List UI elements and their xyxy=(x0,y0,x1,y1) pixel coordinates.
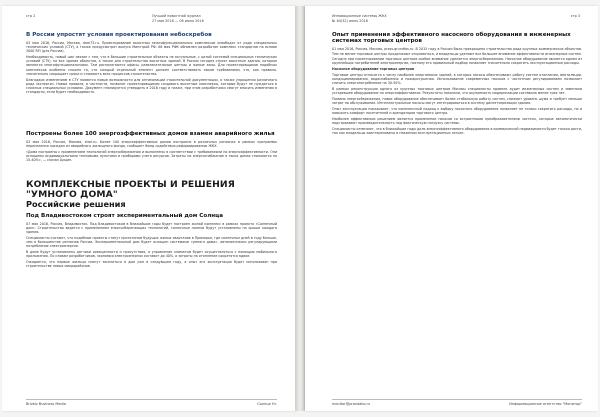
article-title: Опыт применения эффективного насосного оборудования в инженерных системах торговых центров xyxy=(332,32,571,45)
right-article-1 xyxy=(332,32,582,137)
right-header-issue: № 64(32) июнь 2016 xyxy=(332,18,368,23)
paragraph: Благодаря изменениям в СТУ появятся новые возможности для оптимизации строительной документации, а также упрощения различного рода экспертиз. Новые правила, в частности, позволят проектировщикам создавать высотные комплексы, которые будут не нуждаться в сложных специальных условиях. Документ планируется утвердить в 2016 году и позже, при этом разработчики смогут вносить изменения в стандарты, если будет необходимость. xyxy=(26,77,277,94)
footer-divider xyxy=(332,399,582,400)
left-footer-right: Солнце Уз. xyxy=(257,402,277,406)
paragraph: Ожидается, что первые жильцы смогут заселиться в дом уже в следующем году, а опыт его эксплуатации будет использован при строительстве новых микрорайонов. xyxy=(26,260,277,269)
subheading: Насосное оборудование торговых центров xyxy=(332,67,415,72)
left-page-number: стр 2 xyxy=(26,14,36,18)
right-footer-agency: Информационное агентство "Монитор" xyxy=(509,402,582,406)
paragraph: Опыт эксплуатации показывает, что комплексный подход к выбору насосного оборудования позволяет не только сократить расходы, но и повысить комфорт посетителей и арендаторов торгового центра. xyxy=(332,107,582,116)
paragraph: Необходимость, новый шаг связан с тем, что в большие строительные объекты не актуальные, с целой системой специальных технических условий (СТУ), на все здания объектов, а также для строительство высотных зданий. В России сегодня строят высотные здания, которые являются многофункциональными. Там располагаются офисы, развлекательные центры и жилые зоны. Для проектировщиков подобных комплексов особенно сложно то, что каждый отдельный элемент должен соответствовать своим требованиям, что, как правило, значительно сокращает сроки и стоимость всех процессов строительства. xyxy=(26,55,277,76)
paragraph: Торговые центры относятся к числу наиболее энергоемких зданий, в которых насосы обеспечивают работу систем отопления, вентиляции, кондиционирования, водоснабжения и пожаротушения. Использование современных насосов с частотным регулированием позволяет снизить энергопотребление на 30-50%. xyxy=(332,73,582,86)
left-article-2 xyxy=(26,131,277,164)
left-article-1 xyxy=(26,32,277,96)
section-heading xyxy=(26,180,277,213)
paragraph: В доме будут установлены датчики освещенности и присутствия, а управление климатом будет осуществляться с помощью мобильного приложения. По словам разработчиков, экономия электроэнергии составит до 40%, а затраты на отопление сократятся вдвое. xyxy=(26,250,277,259)
article-title: В России упростят условия проектирования небоскребов xyxy=(26,32,212,38)
right-footer-email: monitor@pravdako.ru xyxy=(332,402,371,406)
paragraph: Специалисты считают, что подобные проекты станут прототипом будущих жилых кварталов в Приморье, где солнечных дней в году больше, чем в большинстве регионов России. Экспериментальный дом будет оснащен системами «умного дома», автоматически регулирующими потребление электроэнергии. xyxy=(26,236,277,249)
left-header-date: 27 мая 2016 — 06 июня 2016 xyxy=(152,18,204,23)
paragraph: 01 мая 2016, Россия, Москва, press-grundfos.ru. В 2015 году в России было прекращено строительство ряда крупных коммерческих объектов. Тем не менее торговые центры продолжают открываться, и владельцы уделяют все большее внимание эффективности инженерных систем. xyxy=(332,47,582,56)
right-header-title: Инновационные системы ЖКХ xyxy=(332,14,387,18)
paragraph: 03 мая 2016, Россия, Москва, dom73.ru. Проектирование высотных многофункциональных комплексов освободят от ряда специальных технических условий (СТУ), а также предусмотрят выпуск Минстрой РФ. 06 мая РФК обновлен разработан комплекс стандартов на основе 3000 RFI (для России). xyxy=(26,41,277,54)
right-page-number: стр 3 xyxy=(570,14,580,18)
left-page xyxy=(2,6,295,411)
paragraph: Помимо энергосбережения, новое оборудование обеспечивает более стабильную работу систем, снижает уровень шума и требует меньше затрат на обслуживание. Интеллектуальные насосы могут интегрироваться в систему диспетчеризации здания. xyxy=(332,97,582,106)
paragraph: Наиболее эффективным решением является применение насосов со встроенными преобразователями частоты, которые автоматически подстраивают производительность под фактическую нагрузку системы. xyxy=(332,117,582,126)
footer-divider xyxy=(26,399,277,400)
right-header xyxy=(332,14,452,23)
paragraph: 07 мая 2016, Россия, Владивосток. Под Владивостоком в ближайшие годы будет построен жилой комплекс в рамках проекта «Солнечный дом». Строительство ведется с применением энергосберегающих технологий, солнечные панели будут установлены на крыше каждого здания. xyxy=(26,222,277,235)
left-header xyxy=(152,14,282,23)
left-header-title: Лучший новостной журнал xyxy=(152,14,201,18)
left-article-3 xyxy=(26,213,277,270)
section-title: КОМПЛЕКСНЫЕ ПРОЕКТЫ И РЕШЕНИЯ "УМНОГО ДОМА" xyxy=(26,179,235,200)
paragraph: Специалисты отмечают, что в ближайшие годы доля энергоэффективного оборудования в коммерческой недвижимости будет только расти, так как владельцы заинтересованы в снижении эксплуатационных затрат. xyxy=(332,127,582,136)
book-gutter xyxy=(295,6,305,411)
paragraph: В рамках реконструкции одного из крупных торговых центров Москвы специалисты провели аудит инженерных систем и заменили устаревшее оборудование на энергоэффективное. Результаты показали, что окупаемость модернизации составила менее трех лет. xyxy=(332,87,582,96)
paragraph: Сегодня при проектировании торговых центров особое внимание уделяется энергосбережению. Насосное оборудование является одним из крупнейших потребителей электроэнергии, поэтому его правильный подбор позволяет значительно сократить эксплуатационные расходы. xyxy=(332,57,582,66)
section-subtitle: Российские решения xyxy=(26,199,126,209)
article-title: Построены более 100 энергоэффективных домов взамен аварийного жилья xyxy=(26,131,275,137)
left-footer-publisher: Brizbiz Business Media xyxy=(26,402,66,406)
right-page xyxy=(305,6,598,411)
paragraph: «Дома построены с применением технологий энергосбережения и выполнены в соответствии с требованиями по энергоэффективности. Они оснащены индивидуальными тепловыми пунктами и приборами учета ресурсов. Затраты на энергоснабжение в таких домах снижаются на 15-40%», — сказал Цицин. xyxy=(26,150,277,163)
paragraph: 03 мая 2016, Россия, Москва, stroi.ru. Более 100 энергоэффективных домов построено в различных регионах в рамках программы переселения граждан из аварийного жилищного фонда, сообщает Фонд содействия реформированию ЖКХ. xyxy=(26,140,277,149)
article-title: Под Владивостоком строят экспериментальный дом Солнца xyxy=(26,213,224,219)
